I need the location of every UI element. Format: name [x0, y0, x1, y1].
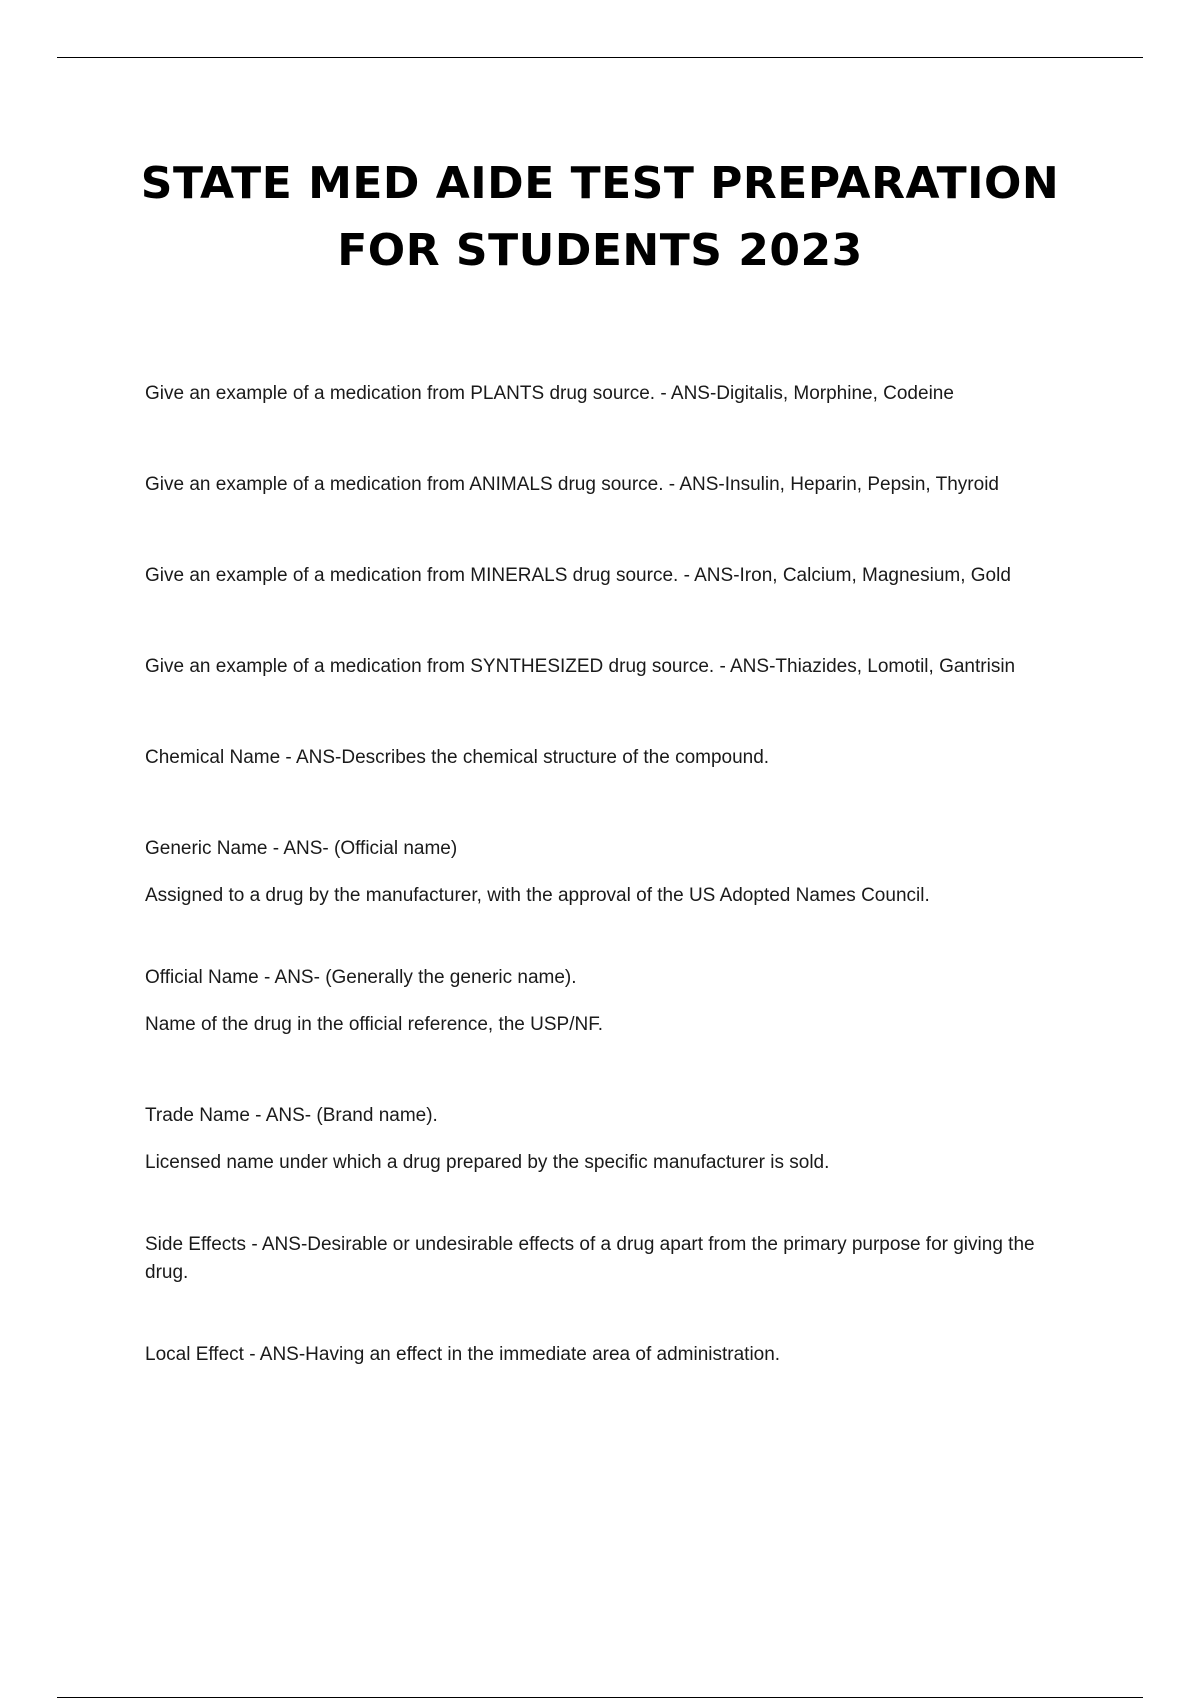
qa-text: Name of the drug in the official reference, the USP/NF.: [145, 1014, 603, 1035]
qa-text: Generic Name - ANS- (Official name): [145, 838, 458, 859]
qa-item-synthesized: [145, 653, 1080, 681]
qa-text: Give an example of a medication from SYNTHESIZED drug source. - ANS-Thiazides, Lomotil, Gantrisin: [145, 656, 1016, 677]
bottom-rule: [57, 1697, 1143, 1698]
qa-text: Local Effect - ANS-Having an effect in the immediate area of administration.: [145, 1344, 781, 1365]
qa-list: [145, 380, 1080, 1369]
qa-text: Side Effects - ANS-Desirable or undesirable effects of a drug apart from the primary purpose for giving the drug.: [145, 1234, 1035, 1283]
qa-text: Assigned to a drug by the manufacturer, with the approval of the US Adopted Names Council.: [145, 885, 930, 906]
qa-text: Trade Name - ANS- (Brand name).: [145, 1105, 438, 1126]
qa-item-plants: [145, 380, 1080, 408]
qa-text: Give an example of a medication from MINERALS drug source. - ANS-Iron, Calcium, Magnesium, Gold: [145, 565, 1011, 586]
qa-item-official-name: [145, 964, 1080, 1039]
qa-item-side-effects: [145, 1231, 1080, 1287]
qa-text: Give an example of a medication from ANIMALS drug source. - ANS-Insulin, Heparin, Pepsin, Thyroid: [145, 474, 999, 495]
qa-item-chemical-name: [145, 744, 1080, 772]
qa-item-minerals: [145, 562, 1080, 590]
title-line-2: FOR STUDENTS 2023: [337, 225, 863, 276]
qa-text: Official Name - ANS- (Generally the generic name).: [145, 967, 577, 988]
title-line-1: STATE MED AIDE TEST PREPARATION: [140, 158, 1060, 209]
top-rule: [57, 57, 1143, 58]
qa-item-local-effect: [145, 1341, 1080, 1369]
qa-item-animals: [145, 471, 1080, 499]
qa-text: Chemical Name - ANS-Describes the chemical structure of the compound.: [145, 747, 770, 768]
qa-text: Licensed name under which a drug prepared by the specific manufacturer is sold.: [145, 1152, 830, 1173]
qa-text: Give an example of a medication from PLANTS drug source. - ANS-Digitalis, Morphine, Codeine: [145, 383, 954, 404]
qa-item-trade-name: [145, 1102, 1080, 1177]
qa-item-generic-name: [145, 835, 1080, 910]
document-title: [60, 150, 1140, 284]
